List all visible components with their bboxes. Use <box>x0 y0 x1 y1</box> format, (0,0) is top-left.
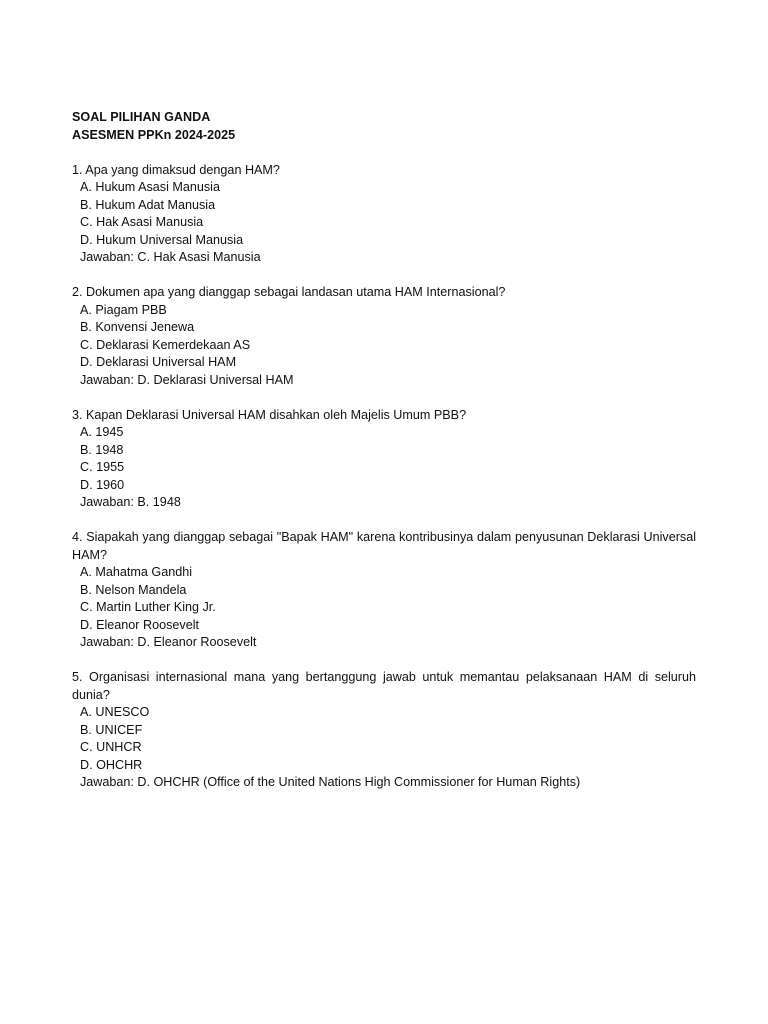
answer-line: Jawaban: D. Deklarasi Universal HAM <box>80 372 294 387</box>
option-d: D. OHCHR <box>80 757 143 772</box>
question-3 <box>72 407 696 512</box>
option-c: C. Martin Luther King Jr. <box>80 600 216 614</box>
question-text: 3. Kapan Deklarasi Universal HAM disahkan oleh Majelis Umum PBB? <box>72 407 467 422</box>
option-d: D. Hukum Universal Manusia <box>80 232 244 247</box>
question-4 <box>72 529 696 652</box>
option-c: C. UNHCR <box>80 740 142 754</box>
option-b: B. Nelson Mandela <box>80 582 187 597</box>
option-c: C. Hak Asasi Manusia <box>80 215 204 229</box>
question-text: 4. Siapakah yang dianggap sebagai "Bapak HAM" karena kontribusinya dalam penyusunan Deklarasi Universal HAM? <box>72 530 696 562</box>
answer-line: Jawaban: D. Eleanor Roosevelt <box>80 635 257 649</box>
question-1 <box>72 162 696 267</box>
option-d: D. Deklarasi Universal HAM <box>80 355 237 369</box>
option-b: B. UNICEF <box>80 722 143 737</box>
question-text: 2. Dokumen apa yang dianggap sebagai landasan utama HAM Internasional? <box>72 285 506 299</box>
option-a: A. Mahatma Gandhi <box>80 565 193 579</box>
option-a: A. Hukum Asasi Manusia <box>80 180 220 194</box>
document-content <box>72 109 696 792</box>
question-2 <box>72 284 696 389</box>
question-5 <box>72 669 696 792</box>
option-a: A. UNESCO <box>80 705 150 719</box>
option-c: C. Deklarasi Kemerdekaan AS <box>80 337 251 352</box>
answer-line: Jawaban: D. OHCHR (Office of the United Nations High Commissioner for Human Rights) <box>80 775 581 789</box>
option-a: A. 1945 <box>80 425 124 439</box>
option-c: C. 1955 <box>80 460 125 474</box>
document-subtitle: ASESMEN PPKn 2024-2025 <box>72 127 236 142</box>
answer-line: Jawaban: C. Hak Asasi Manusia <box>80 250 261 264</box>
option-b: B. Konvensi Jenewa <box>80 320 195 334</box>
option-d: D. Eleanor Roosevelt <box>80 617 200 632</box>
option-a: A. Piagam PBB <box>80 302 167 317</box>
option-b: B. 1948 <box>80 442 124 457</box>
option-d: D. 1960 <box>80 477 125 492</box>
document-title: SOAL PILIHAN GANDA <box>72 110 211 124</box>
question-text: 5. Organisasi internasional mana yang bertanggung jawab untuk memantau pelaksanaan HAM di seluruh dunia? <box>72 670 696 702</box>
option-b: B. Hukum Adat Manusia <box>80 197 216 212</box>
question-text: 1. Apa yang dimaksud dengan HAM? <box>72 162 280 177</box>
answer-line: Jawaban: B. 1948 <box>80 495 181 509</box>
